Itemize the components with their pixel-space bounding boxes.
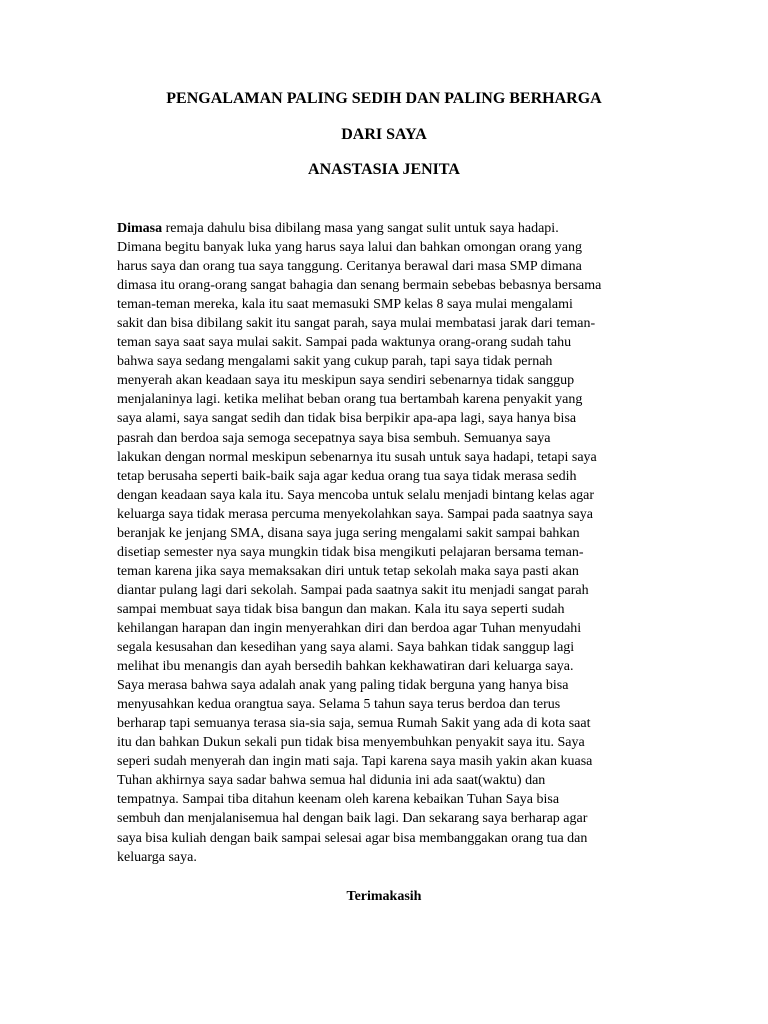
author-name: ANASTASIA JENITA — [308, 161, 460, 178]
body-paragraph — [117, 219, 657, 867]
paragraph-line: tetap berusaha seperti baik-baik saja agar kedua orang tua saya tidak merasa sedih — [117, 468, 577, 484]
paragraph-line: teman-teman mereka, kala itu saat memasuki SMP kelas 8 saya mulai mengalami — [117, 297, 573, 313]
paragraph-line: harus saya dan orang tua saya tanggung. Ceritanya berawal dari masa SMP dimana — [117, 259, 582, 275]
paragraph-line: saya alami, saya sangat sedih dan tidak bisa berpikir apa-apa lagi, saya hanya bisa — [117, 411, 577, 427]
paragraph-line: sembuh dan menjalanisemua hal dengan baik lagi. Dan sekarang saya berharap agar — [117, 811, 588, 827]
paragraph-line: melihat ibu menangis dan ayah bersedih bahkan kekhawatiran dari keluarga saya. — [117, 659, 574, 675]
document-title: PENGALAMAN PALING SEDIH DAN PALING BERHARGA — [166, 90, 602, 107]
paragraph-line — [117, 219, 657, 238]
paragraph-line: menyerah akan keadaan saya itu meskipun saya sendiri sebenarnya tidak sanggup — [117, 373, 575, 389]
paragraph-line: lakukan dengan normal meskipun sebenarnya itu susah untuk saya hadapi, tetapi saya — [117, 449, 597, 465]
paragraph-line: menjalaninya lagi. ketika melihat beban orang tua bertambah karena penyakit yang — [117, 392, 583, 408]
paragraph-line: sampai membuat saya tidak bisa bangun dan makan. Kala itu saya seperti sudah — [117, 601, 565, 617]
closing-signoff: Terimakasih — [346, 889, 422, 904]
paragraph-line: dimasa itu orang-orang sangat bahagia dan senang bermain sebebas bebasnya bersama — [117, 278, 602, 294]
paragraph-line: Tuhan akhirnya saya sadar bahwa semua hal didunia ini ada saat(waktu) dan — [117, 773, 546, 789]
paragraph-line: saya bisa kuliah dengan baik sampai selesai agar bisa membanggakan orang tua dan — [117, 830, 588, 846]
paragraph-line: Saya merasa bahwa saya adalah anak yang paling tidak berguna yang hanya bisa — [117, 678, 569, 694]
lead-word: Dimasa — [117, 221, 163, 236]
paragraph-line: keluarga saya. — [117, 849, 197, 865]
paragraph-line: seperi sudah menyerah dan ingin mati saja. Tapi karena saya masih yakin akan kuasa — [117, 754, 593, 770]
paragraph-line: kehilangan harapan dan ingin menyerahkan diri dan berdoa agar Tuhan menyudahi — [117, 620, 582, 636]
paragraph-line: keluarga saya tidak merasa percuma menyekolahkan saya. Sampai pada saatnya saya — [117, 506, 593, 522]
paragraph-line: segala kesusahan dan kesedihan yang saya alami. Saya bahkan tidak sanggup lagi — [117, 640, 575, 656]
line-text: remaja dahulu bisa dibilang masa yang sangat sulit untuk saya hadapi. — [162, 221, 559, 236]
paragraph-line: bahwa saya sedang mengalami sakit yang cukup parah, tapi saya tidak pernah — [117, 354, 553, 370]
paragraph-line: diantar pulang lagi dari sekolah. Sampai pada saatnya sakit itu menjadi sangat parah — [117, 582, 589, 598]
paragraph-line: Dimana begitu banyak luka yang harus saya lalui dan bahkan omongan orang yang — [117, 240, 582, 256]
paragraph-line: pasrah dan berdoa saja semoga secepatnya saya bisa sembuh. Semuanya saya — [117, 430, 551, 446]
paragraph-line: dengan keadaan saya kala itu. Saya mencoba untuk selalu menjadi bintang kelas agar — [117, 487, 594, 503]
document-subtitle: DARI SAYA — [341, 126, 427, 143]
paragraph-line: disetiap semester nya saya mungkin tidak bisa mengikuti pelajaran bersama teman- — [117, 544, 584, 560]
paragraph-line: tempatnya. Sampai tiba ditahun keenam oleh karena kebaikan Tuhan Saya bisa — [117, 792, 560, 808]
paragraph-line: menyusahkan kedua orangtua saya. Selama 5 tahun saya terus berdoa dan terus — [117, 697, 561, 713]
paragraph-line: teman saya saat saya mulai sakit. Sampai pada waktunya orang-orang sudah tahu — [117, 335, 572, 351]
paragraph-line: teman karena jika saya memaksakan diri untuk tetap sekolah maka saya pasti akan — [117, 563, 579, 579]
paragraph-line: beranjak ke jenjang SMA, disana saya juga sering mengalami sakit sampai bahkan — [117, 525, 580, 541]
paragraph-line: itu dan bahkan Dukun sekali pun tidak bisa menyembuhkan penyakit saya itu. Saya — [117, 735, 585, 751]
paragraph-line: sakit dan bisa dibilang sakit itu sangat parah, saya mulai membatasi jarak dari teman- — [117, 316, 596, 332]
paragraph-line: berharap tapi semuanya terasa sia-sia saja, semua Rumah Sakit yang ada di kota saat — [117, 716, 591, 732]
